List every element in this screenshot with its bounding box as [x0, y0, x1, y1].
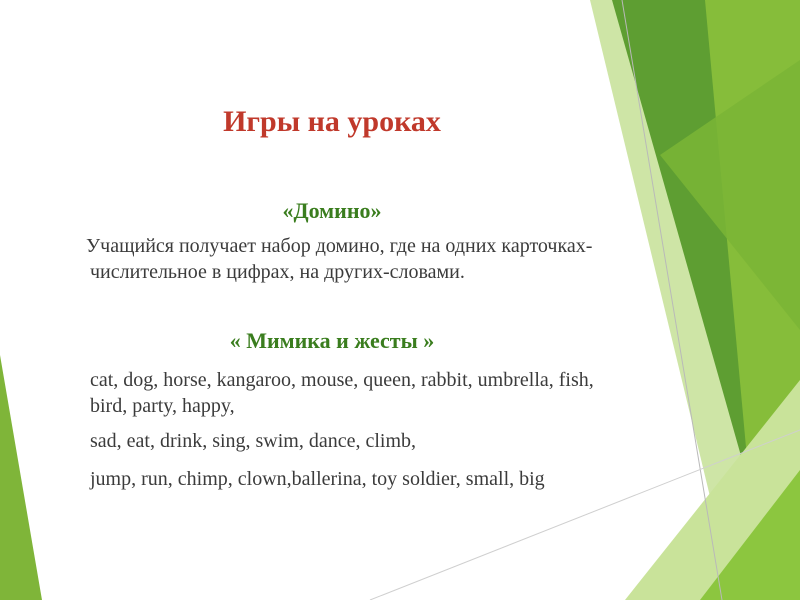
word-list-3: jump, run, chimp, clown,ballerina, toy soldier, small, big	[90, 468, 545, 490]
domino-heading: «Домино»	[282, 198, 382, 223]
domino-description: Учащийся получает набор домино, где на одних карточках-числительное в цифрах, на других-словами.	[86, 235, 593, 283]
mimic-heading: « Мимика и жесты »	[229, 328, 435, 353]
word-list-1: cat, dog, horse, kangaroo, mouse, queen, rabbit, umbrella, fish, bird, party, happy,	[90, 369, 594, 417]
left-green-sliver	[0, 355, 42, 600]
word-list-2: sad, eat, drink, sing, swim, dance, climb,	[90, 430, 417, 452]
slide-title: Игры на уроках	[223, 105, 441, 138]
